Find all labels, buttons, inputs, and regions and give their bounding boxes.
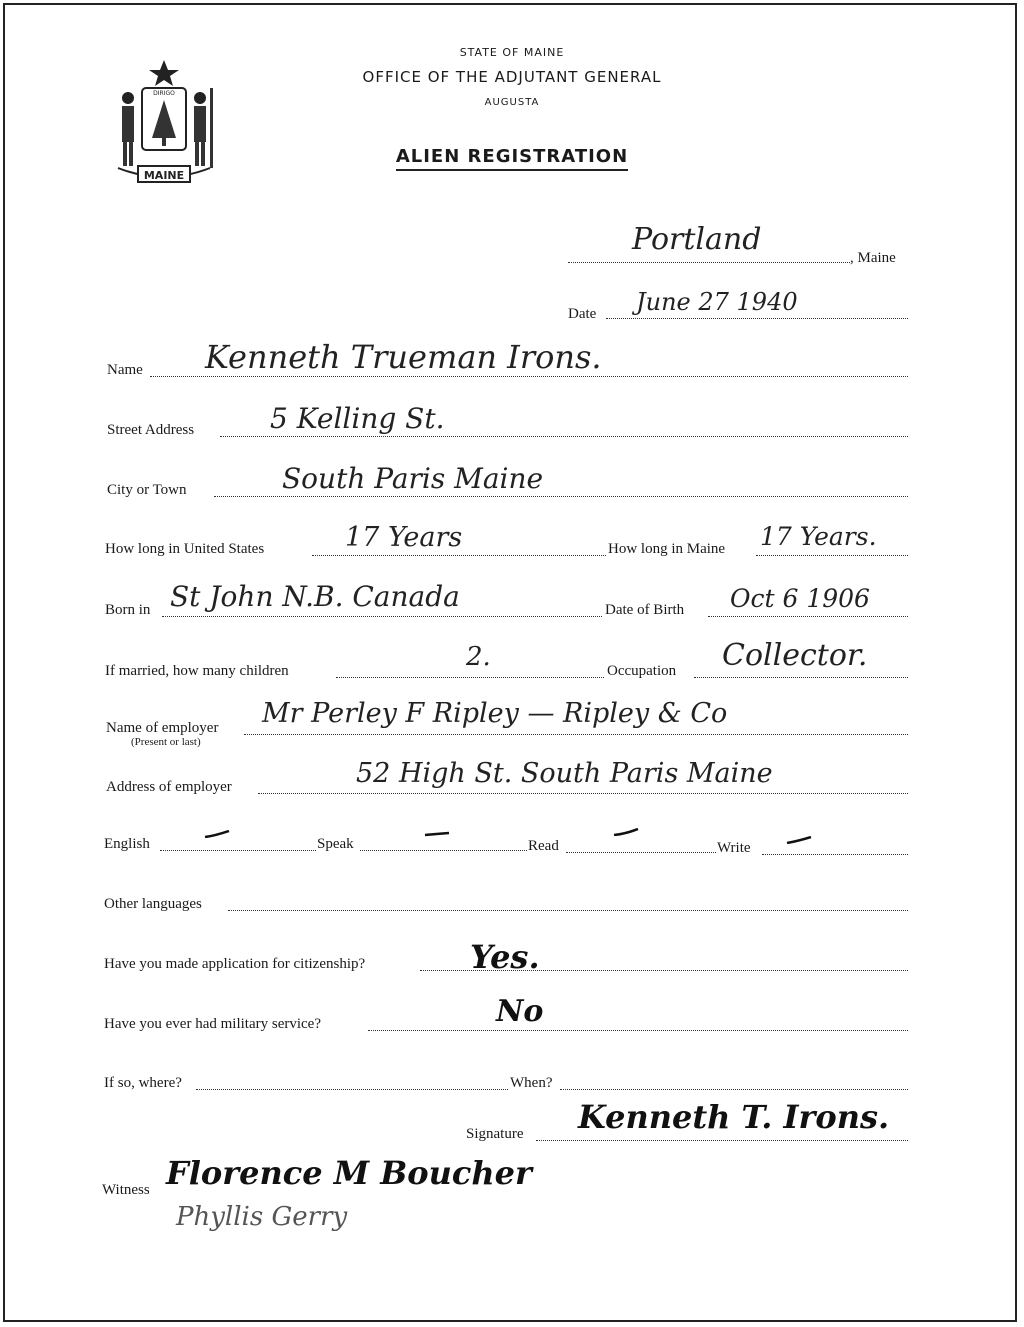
city-value: South Paris Maine	[282, 462, 544, 495]
maine-duration-line	[756, 555, 908, 556]
employer-address-label: Address of employer	[106, 779, 232, 795]
children-line	[336, 677, 604, 678]
where-label: If so, where?	[104, 1075, 182, 1091]
when-label: When?	[510, 1075, 553, 1091]
us-duration-value: 17 Years	[345, 522, 463, 553]
dob-value: Oct 6 1906	[730, 584, 870, 613]
employer-value: Mr Perley F Ripley — Ripley & Co	[262, 698, 728, 729]
employer-label: Name of employer	[106, 720, 219, 736]
seal-motto: DIRIGO	[153, 90, 175, 97]
city-label: City or Town	[107, 482, 187, 498]
us-duration-label: How long in United States	[105, 541, 265, 557]
state-heading: STATE OF MAINE	[459, 46, 565, 59]
name-value: Kenneth Trueman Irons.	[205, 338, 602, 376]
when-line	[560, 1089, 908, 1090]
dob-label: Date of Birth	[605, 602, 685, 618]
speak-check-icon	[424, 830, 450, 838]
children-label: If married, how many children	[105, 663, 289, 679]
read-label: Read	[528, 838, 559, 854]
citizenship-value: Yes.	[470, 938, 540, 976]
write-line	[762, 854, 908, 855]
english-label: English	[104, 836, 150, 852]
read-line	[566, 852, 716, 853]
city-heading: AUGUSTA	[484, 97, 540, 108]
military-line	[368, 1030, 908, 1031]
name-line	[150, 376, 908, 377]
read-check-icon	[613, 828, 639, 836]
children-value: 2.	[466, 642, 491, 672]
date-value: June 27 1940	[636, 288, 798, 316]
dob-line	[708, 616, 908, 617]
write-label: Write	[717, 840, 751, 856]
employer-address-line	[258, 793, 908, 794]
speak-label: Speak	[317, 836, 354, 852]
english-check-icon	[204, 830, 230, 838]
occupation-value: Collector.	[722, 638, 868, 673]
street-line	[220, 436, 908, 437]
date-line	[606, 318, 908, 319]
place-line	[568, 262, 850, 263]
other-languages-line	[228, 910, 908, 911]
occupation-line	[694, 677, 908, 678]
name-label: Name	[107, 362, 143, 378]
maine-duration-label: How long in Maine	[608, 541, 726, 557]
witness-label: Witness	[102, 1182, 150, 1198]
employer-line	[244, 734, 908, 735]
form-title: ALIEN REGISTRATION	[0, 146, 1024, 167]
us-duration-line	[312, 555, 606, 556]
occupation-label: Occupation	[607, 663, 677, 679]
other-languages-label: Other languages	[104, 896, 202, 912]
street-label: Street Address	[107, 422, 195, 438]
seal-label: MAINE	[143, 169, 185, 182]
military-label: Have you ever had military service?	[104, 1016, 321, 1032]
place-value: Portland	[632, 222, 762, 257]
maine-duration-value: 17 Years.	[760, 522, 877, 551]
street-value: 5 Kelling St.	[270, 402, 445, 435]
speak-line	[360, 850, 527, 851]
date-label: Date	[568, 306, 597, 322]
born-line	[162, 616, 602, 617]
witness-value: Florence M Boucher	[166, 1154, 532, 1192]
witness-value-2: Phyllis Gerry	[176, 1202, 348, 1232]
where-line	[196, 1089, 508, 1090]
city-line	[214, 496, 908, 497]
citizenship-label: Have you made application for citizenship?	[104, 956, 366, 972]
employer-sublabel: (Present or last)	[131, 736, 201, 748]
signature-label: Signature	[466, 1126, 524, 1142]
born-label: Born in	[105, 602, 151, 618]
place-suffix: , Maine	[850, 250, 896, 266]
employer-address-value: 52 High St. South Paris Maine	[356, 758, 773, 789]
signature-line	[536, 1140, 908, 1141]
office-heading: OFFICE OF THE ADJUTANT GENERAL	[362, 68, 662, 86]
born-value: St John N.B. Canada	[170, 580, 460, 613]
military-value: No	[496, 994, 544, 1029]
write-check-icon	[786, 836, 812, 844]
english-line	[160, 850, 316, 851]
signature-value: Kenneth T. Irons.	[578, 1098, 890, 1136]
